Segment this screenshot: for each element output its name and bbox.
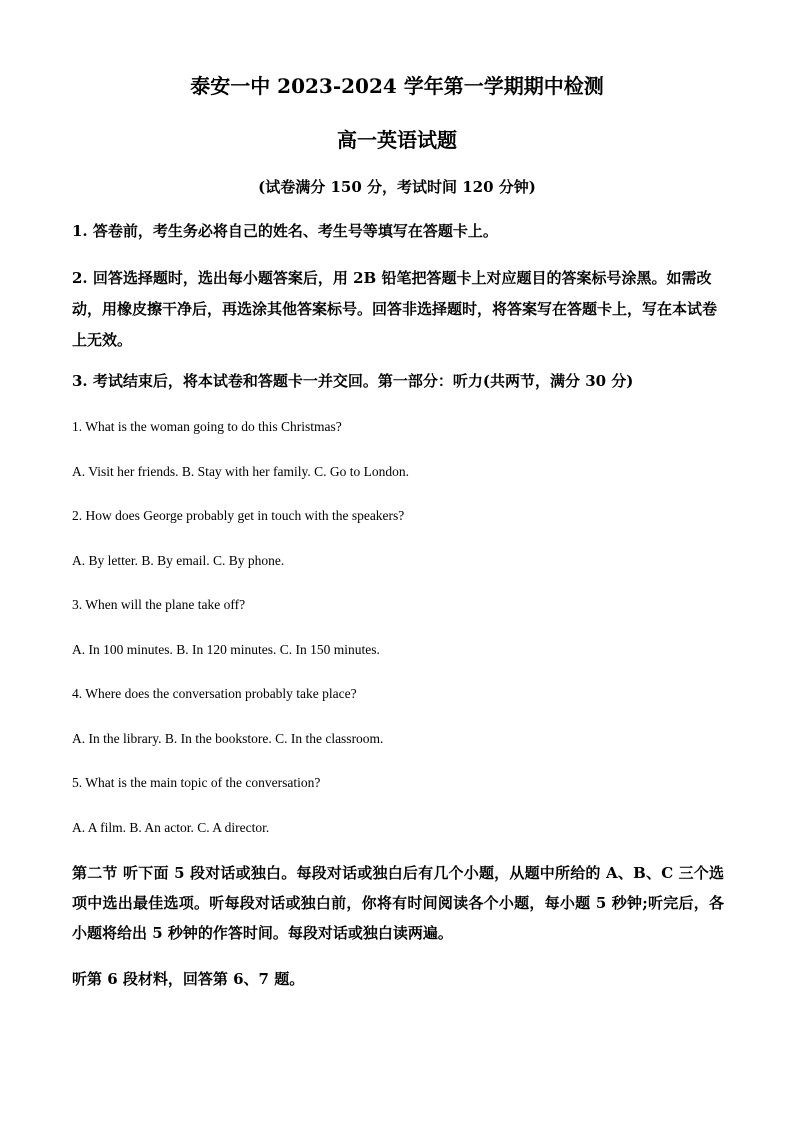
- section-2-instructions: 第二节 听下面 5 段对话或独白。每段对话或独白后有几个小题，从题中所给的 A、B、C 三个选项中选出最佳选项。听每段对话或独白前，你将有时间阅读各个小题，每小题 5 秒钟;听完后，各小题将给出 5 秒钟的作答时间。每段对话或独白读两遍。: [72, 864, 724, 942]
- instruction-2: 2. 回答选择题时，选出每小题答案后，用 2B 铅笔把答题卡上对应题目的答案标号涂黑。如需改动，用橡皮擦干净后，再选涂其他答案标号。回答非选择题时，将答案写在答题卡上，写在本试卷上无效。: [72, 269, 718, 349]
- question-4-options: A. In the library. B. In the bookstore. C. In the classroom.: [72, 731, 384, 746]
- instruction-3: 3. 考试结束后，将本试卷和答题卡一并交回。第一部分：听力(共两节，满分 30 分): [72, 372, 634, 390]
- question-4: 4. Where does the conversation probably take place?: [72, 686, 357, 701]
- exam-note: (试卷满分 150 分，考试时间 120 分钟): [258, 178, 536, 196]
- question-1-options: A. Visit her friends. B. Stay with her family. C. Go to London.: [72, 464, 410, 479]
- question-3-options: A. In 100 minutes. B. In 120 minutes. C. In 150 minutes.: [72, 642, 380, 657]
- question-1: 1. What is the woman going to do this Christmas?: [72, 419, 342, 434]
- question-2-options: A. By letter. B. By email. C. By phone.: [72, 553, 285, 568]
- question-3: 3. When will the plane take off?: [72, 597, 246, 612]
- section-2-sub: 听第 6 段材料，回答第 6、7 题。: [72, 970, 305, 988]
- exam-title: 泰安一中 2023-2024 学年第一学期期中检测: [190, 74, 604, 98]
- question-2: 2. How does George probably get in touch with the speakers?: [72, 508, 405, 523]
- instruction-1: 1. 答卷前，考生务必将自己的姓名、考生号等填写在答题卡上。: [72, 222, 498, 240]
- question-5-options: A. A film. B. An actor. C. A director.: [72, 820, 270, 835]
- exam-subtitle: 高一英语试题: [337, 128, 457, 152]
- question-5: 5. What is the main topic of the conversation?: [72, 775, 321, 790]
